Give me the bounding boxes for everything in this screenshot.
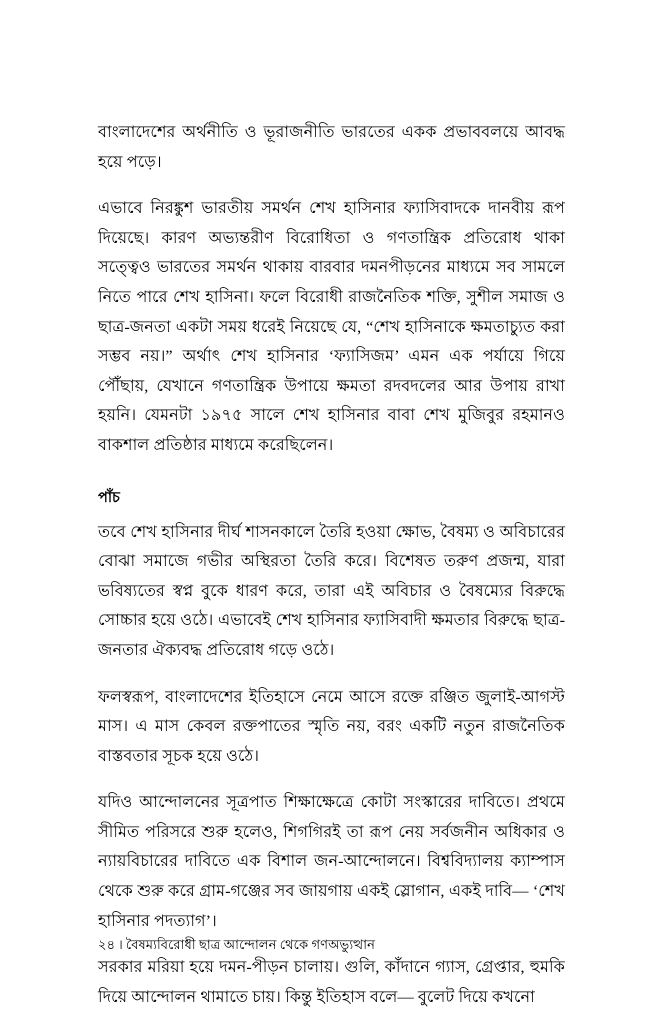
body-paragraph: যদিও আন্দোলনের সূত্রপাত শিক্ষাক্ষেত্রে কোটা সংস্কারের দাবিতে। প্রথমে সীমিত পরিসরে শুরু হলেও, শিগগিরই তা রূপ নেয় সর্বজনীন অধিকার ও ন্যায়বিচারের দাবিতে এক বিশাল জন-আন্দোলনে। বিশ্ববিদ্যালয় ক্যাম্পাস থেকে শুরু করে গ্রাম-গঞ্জের সব জায়গায় একই স্লোগান, একই দাবি— ‘শেখ হাসিনার পদত্যাগ’। bbox=[98, 793, 565, 930]
body-paragraph: বাংলাদেশের অর্থনীতি ও ভূরাজনীতি ভারতের একক প্রভাববলয়ে আবদ্ধ হয়ে পড়ে। bbox=[98, 123, 565, 171]
footer-separator: । bbox=[118, 937, 123, 952]
body-paragraph: তবে শেখ হাসিনার দীর্ঘ শাসনকালে তৈরি হওয়া ক্ষোভ, বৈষম্য ও অবিচারের বোঝা সমাজে গভীর অস্থিরতা তৈরি করে। বিশেষত তরুণ প্রজন্ম, যারা ভবিষ্যতের স্বপ্ন বুকে ধারণ করে, তারা এই অবিচার ও বৈষম্যের বিরুদ্ধে সোচ্চার হয়ে ওঠে। এভাবেই শেখ হাসিনার ফ্যাসিবাদী ক্ষমতার বিরুদ্ধে ছাত্র-জনতার ঐক্যবদ্ধ প্রতিরোধ গড়ে ওঠে। bbox=[98, 522, 565, 659]
body-paragraph: সরকার মরিয়া হয়ে দমন-পীড়ন চালায়। গুলি, কাঁদানে গ্যাস, গ্রেপ্তার, হুমকি দিয়ে আন্দোলন থামাতে চায়। কিন্তু ইতিহাস বলে— বুলেট দিয়ে কখনো bbox=[98, 958, 565, 1006]
body-paragraph: এভাবে নিরঙ্কুশ ভারতীয় সমর্থন শেখ হাসিনার ফ্যাসিবাদকে দানবীয় রূপ দিয়েছে। কারণ অভ্যন্তরীণ বিরোধিতা ও গণতান্ত্রিক প্রতিরোধ থাকা সত্ত্বেও ভারতের সমর্থন থাকায় বারবার দমনপীড়নের মাধ্যমে সব সামলে নিতে পারে শেখ হাসিনা। ফলে বিরোধী রাজনৈতিক শক্তি, সুশীল সমাজ ও ছাত্র-জনতা একটা সময় ধরেই নিয়েছে যে, “শেখ হাসিনাকে ক্ষমতাচ্যুত করা সম্ভব নয়।” অর্থাৎ শেখ হাসিনার ‘ফ্যাসিজম’ এমন এক পর্যায়ে গিয়ে পৌঁছায়, যেখানে গণতান্ত্রিক উপায়ে ক্ষমতা রদবদলের আর উপায় রাখা হয়নি। যেমনটা ১৯৭৫ সালে শেখ হাসিনার বাবা শেখ মুজিবুর রহমানও বাকশাল প্রতিষ্ঠার মাধ্যমে করেছিলেন। bbox=[98, 199, 565, 454]
page-text-block bbox=[98, 118, 565, 1012]
section-heading: পাঁচ bbox=[98, 489, 120, 506]
page-footer bbox=[98, 935, 565, 955]
footer-book-title: বৈষম্যবিরোধী ছাত্র আন্দোলন থেকে গণঅভ্যুত্থান bbox=[125, 937, 375, 952]
body-paragraph: ফলস্বরূপ, বাংলাদেশের ইতিহাসে নেমে আসে রক্তে রঞ্জিত জুলাই-আগস্ট মাস। এ মাস কেবল রক্তপাতের স্মৃতি নয়, বরং একটি নতুন রাজনৈতিক বাস্তবতার সূচক হয়ে ওঠে। bbox=[98, 687, 565, 765]
footer-page-number: ২৪ bbox=[98, 937, 116, 952]
